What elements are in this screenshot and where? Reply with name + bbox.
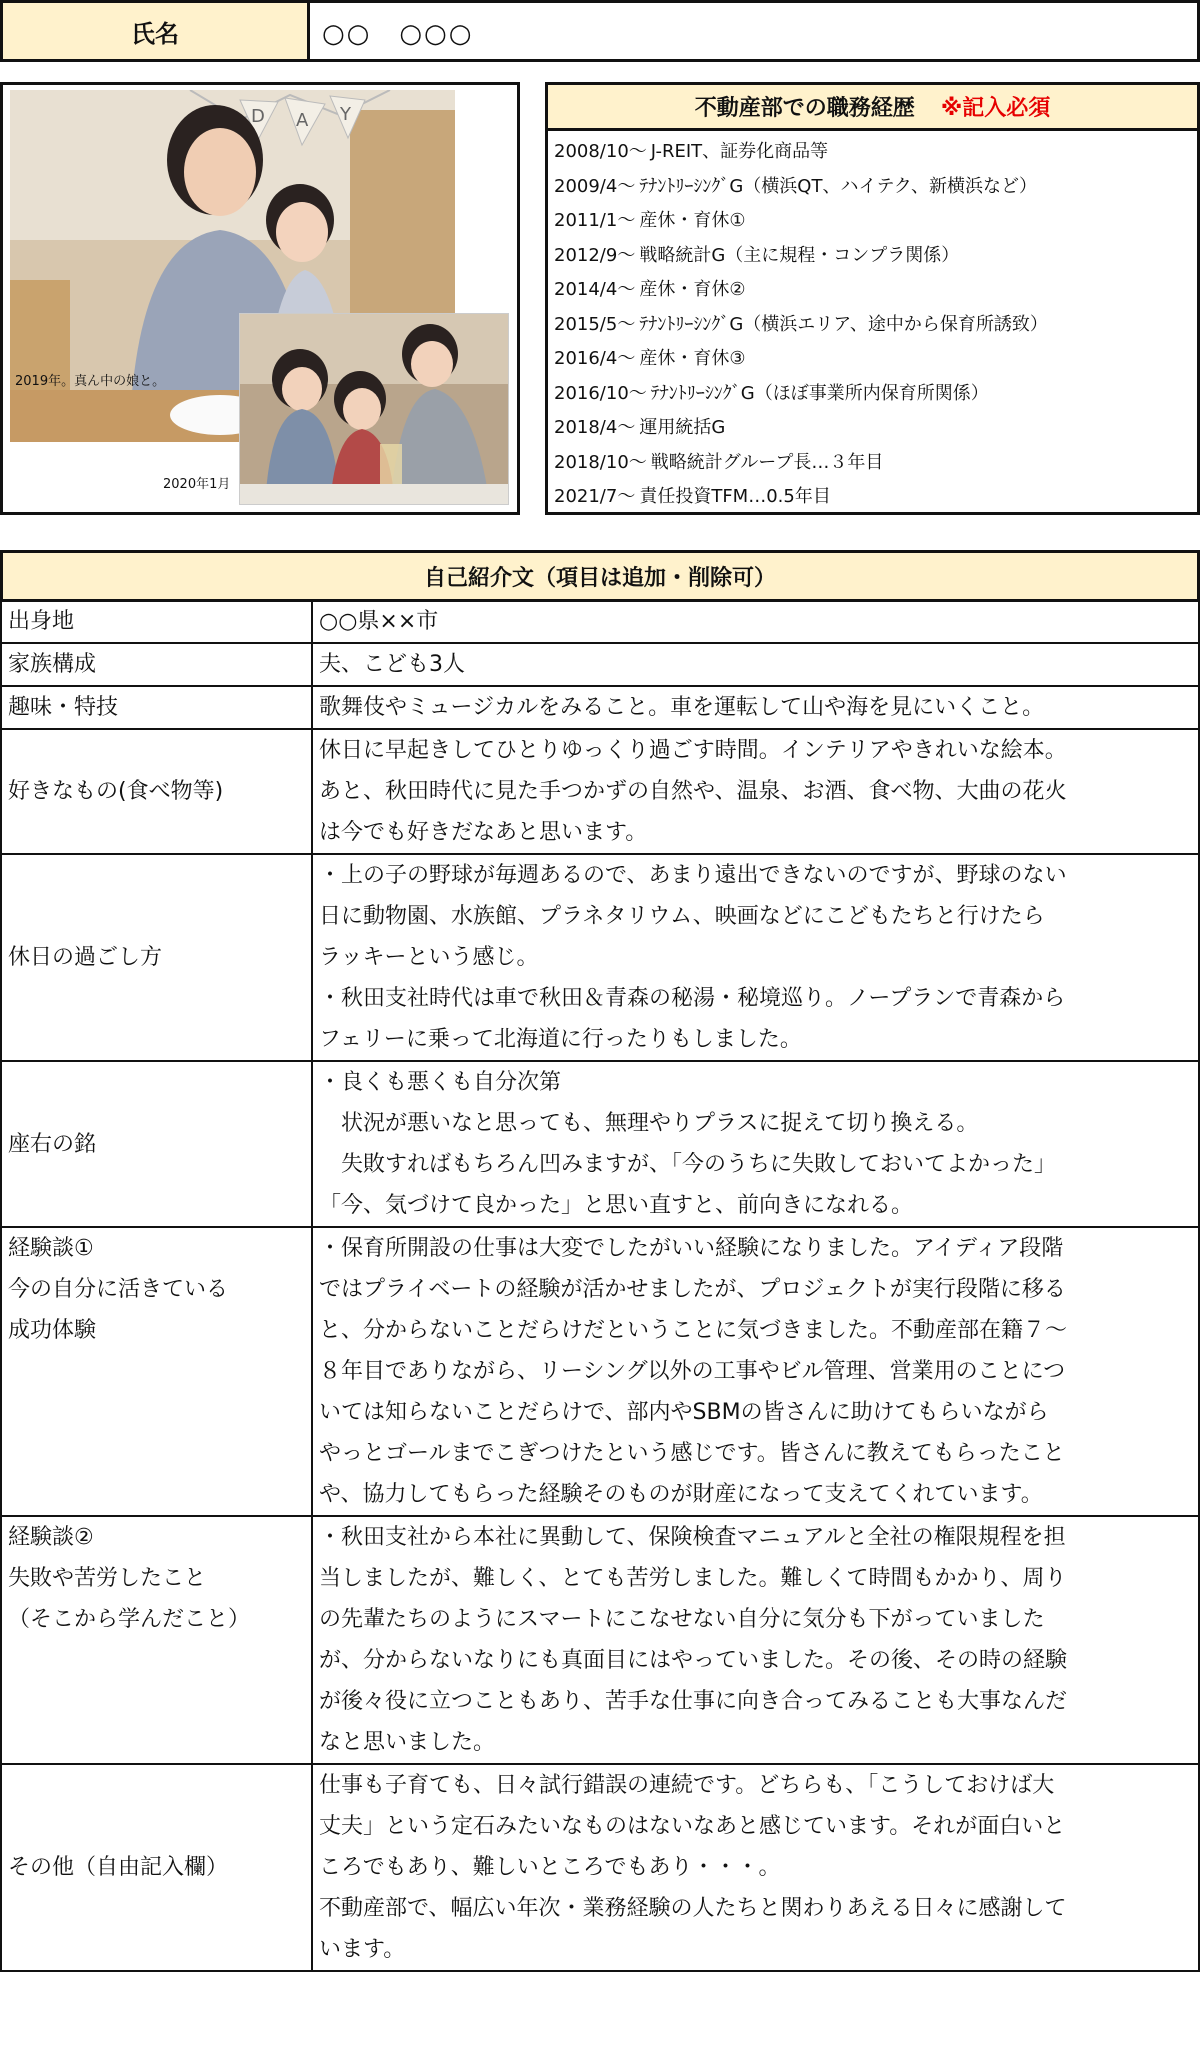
- career-item: [554, 375, 1194, 410]
- career-desc: ﾃﾅﾝﾄﾘｰｼﾝｸﾞG（ほぼ事業所内保育所関係）: [650, 382, 989, 404]
- intro-table: [0, 599, 1200, 1972]
- intro-row: [1, 600, 1199, 643]
- career-date: 2009/4～: [554, 175, 636, 197]
- intro-value-line: ではプライベートの経験が活かせましたが、プロジェクトが実行段階に移る: [319, 1277, 1066, 1302]
- career-item: [554, 444, 1194, 479]
- career-desc: J-REIT、証券化商品等: [650, 141, 829, 163]
- career-date: 2016/10～: [554, 382, 647, 404]
- career-list: [554, 133, 1194, 513]
- intro-row: [1, 1061, 1199, 1227]
- career-item: [554, 168, 1194, 203]
- intro-value-line: ・秋田支社時代は車で秋田＆青森の秘湯・秘境巡り。ノープランで青森から: [319, 986, 1066, 1011]
- intro-row: [1, 1764, 1199, 1971]
- intro-label-line: 失敗や苦労したこと: [8, 1566, 207, 1591]
- intro-label-line: 休日の過ごし方: [8, 945, 163, 970]
- intro-row: [1, 1227, 1199, 1516]
- intro-value-line: なと思いました。: [319, 1730, 496, 1755]
- career-desc: 戦略統計グループ長…３年目: [650, 451, 884, 473]
- career-heading: [548, 85, 1197, 131]
- intro-row-label: [1, 854, 312, 1061]
- intro-label-line: 今の自分に活きている: [8, 1277, 229, 1302]
- intro-value-line: や、協力してもらった経験そのものが財産になって支えてくれています。: [319, 1482, 1043, 1507]
- career-title: 不動産部での職務経歴: [694, 96, 915, 121]
- banner-letter-a: A: [296, 110, 309, 131]
- intro-value-line: あと、秋田時代に見た手つかずの自然や、温泉、お酒、食べ物、大曲の花火: [319, 779, 1067, 804]
- intro-value-line: が、分からないなりにも真面目にはやっていました。その後、その時の経験: [319, 1648, 1068, 1673]
- career-item: [554, 202, 1194, 237]
- intro-value-line: 丈夫」という定石みたいなものはないなあと感じています。それが面白いと: [319, 1814, 1066, 1839]
- career-desc: ﾃﾅﾝﾄﾘｰｼﾝｸﾞG（横浜QT、ハイテク、新横浜など）: [639, 175, 1037, 197]
- intro-value-line: 夫、こども3人: [319, 652, 465, 677]
- intro-label-line: 座右の銘: [8, 1131, 97, 1157]
- intro-row-label: [1, 1516, 312, 1764]
- intro-row-label: [1, 1227, 312, 1516]
- intro-row: [1, 1516, 1199, 1764]
- intro-row-label: [1, 686, 312, 729]
- intro-value-line: ・保育所開設の仕事は大変でしたがいい経験になりました。アイディア段階: [319, 1236, 1064, 1261]
- photo-caption-2019: 2019年。真ん中の娘と。: [15, 374, 166, 389]
- intro-label-line: 好きなもの(食べ物等): [8, 779, 224, 804]
- intro-value-line: が後々役に立つこともあり、苦手な仕事に向き合ってみることも大事なんだ: [319, 1689, 1068, 1714]
- name-label: 氏名: [0, 0, 310, 62]
- career-desc: 産休・育休①: [639, 210, 746, 232]
- career-item: [554, 409, 1194, 444]
- intro-row-label: [1, 643, 312, 686]
- intro-row-value: [312, 643, 1199, 686]
- intro-value-line: ○○県××市: [319, 609, 439, 634]
- career-item: [554, 271, 1194, 306]
- career-item: [554, 133, 1194, 168]
- intro-row-value: [312, 729, 1199, 854]
- intro-row-label: [1, 600, 312, 643]
- career-date: 2015/5～: [554, 313, 636, 335]
- career-item: [554, 237, 1194, 272]
- intro-value-line: 当しましたが、難しく、とても苦労しました。難しくて時間もかかり、周り: [319, 1566, 1067, 1591]
- photo-panel: [0, 82, 520, 515]
- intro-value-line: ラッキーという感じ。: [319, 945, 539, 970]
- intro-value-line: の先輩たちのようにスマートにこなせない自分に気分も下がっていました: [319, 1607, 1045, 1632]
- intro-value-line: ・秋田支社から本社に異動して、保険検査マニュアルと全社の権限規程を担: [319, 1525, 1066, 1550]
- career-date: 2014/4～: [554, 279, 636, 301]
- career-item: [554, 478, 1194, 513]
- intro-row-value: [312, 686, 1199, 729]
- intro-value-line: 状況が悪いなと思っても、無理やりプラスに捉えて切り換える。: [319, 1111, 979, 1136]
- banner-letter-d: D: [251, 106, 265, 127]
- intro-value-line: いては知らないことだらけで、部内やSBMの皆さんに助けてもらいながら: [319, 1400, 1049, 1425]
- career-desc: 産休・育休③: [639, 348, 746, 370]
- career-date: 2021/7～: [554, 486, 636, 508]
- children-photo-2020: [239, 313, 509, 505]
- intro-row: [1, 643, 1199, 686]
- intro-label-line: 家族構成: [8, 652, 97, 677]
- intro-value-line: と、分からないことだらけだということに気づきました。不動産部在籍７～: [319, 1318, 1068, 1343]
- intro-row-value: [312, 854, 1199, 1061]
- career-desc: 責任投資TFM…0.5年目: [639, 486, 831, 508]
- intro-row: [1, 854, 1199, 1061]
- intro-value-line: 歌舞伎やミュージカルをみること。車を運転して山や海を見にいくこと。: [319, 695, 1045, 720]
- intro-value-line: います。: [319, 1937, 406, 1962]
- career-desc: ﾃﾅﾝﾄﾘｰｼﾝｸﾞG（横浜エリア、途中から保育所誘致）: [639, 313, 1048, 335]
- intro-label-line: 経験談①: [8, 1236, 94, 1261]
- intro-label-line: 経験談②: [8, 1525, 94, 1550]
- required-note: ※記入必須: [940, 96, 1051, 121]
- intro-label-line: 出身地: [8, 609, 75, 634]
- intro-row: [1, 686, 1199, 729]
- intro-value-line: やっとゴールまでこぎつけたという感じです。皆さんに教えてもらったこと: [319, 1441, 1065, 1466]
- intro-value-line: 休日に早起きしてひとりゆっくり過ごす時間。インテリアやきれいな絵本。: [319, 738, 1067, 763]
- intro-row-label: [1, 729, 312, 854]
- intro-value-line: 不動産部で、幅広い年次・業務経験の人たちと関わりあえる日々に感謝して: [319, 1896, 1067, 1921]
- intro-value-line: 日に動物園、水族館、プラネタリウム、映画などにこどもたちと行けたら: [319, 904, 1045, 929]
- intro-label-line: 成功体験: [8, 1318, 97, 1343]
- career-date: 2008/10～: [554, 141, 647, 163]
- intro-row-value: [312, 1764, 1199, 1971]
- photo-caption-2020: 2020年1月: [163, 477, 231, 492]
- career-date: 2018/4～: [554, 417, 636, 439]
- intro-label-line: その他（自由記入欄）: [8, 1855, 229, 1880]
- intro-row-value: [312, 1516, 1199, 1764]
- intro-value-line: ・上の子の野球が毎週あるので、あまり遠出できないのですが、野球のない: [319, 863, 1067, 888]
- intro-value-line: は今でも好きだなあと思います。: [319, 820, 648, 845]
- intro-value-line: ・良くも悪くも自分次第: [319, 1070, 562, 1095]
- name-value: ○○ ○○○: [307, 0, 1200, 62]
- banner-letter-y: Y: [340, 104, 351, 125]
- intro-row-value: [312, 600, 1199, 643]
- career-item: [554, 340, 1194, 375]
- career-date: 2012/9～: [554, 244, 636, 266]
- career-desc: 運用統括G: [639, 417, 726, 439]
- career-date: 2016/4～: [554, 348, 636, 370]
- career-desc: 戦略統計G（主に規程・コンプラ関係）: [639, 244, 960, 266]
- intro-label-line: 趣味・特技: [8, 695, 119, 720]
- career-date: 2018/10～: [554, 451, 647, 473]
- career-date: 2011/1～: [554, 210, 636, 232]
- intro-heading: 自己紹介文（項目は追加・削除可）: [0, 550, 1200, 602]
- intro-label-line: （そこから学んだこと）: [8, 1607, 251, 1632]
- intro-row-value: [312, 1227, 1199, 1516]
- intro-row-value: [312, 1061, 1199, 1227]
- career-item: [554, 306, 1194, 341]
- intro-value-line: ８年目でありながら、リーシング以外の工事やビル管理、営業用のことにつ: [319, 1359, 1066, 1384]
- intro-value-line: ころでもあり、難しいところでもあり・・・。: [319, 1855, 781, 1880]
- intro-row-label: [1, 1764, 312, 1971]
- intro-value-line: フェリーに乗って北海道に行ったりもしました。: [319, 1027, 802, 1052]
- intro-value-line: 「今、気づけて良かった」と思い直すと、前向きになれる。: [319, 1193, 914, 1218]
- intro-value-line: 失敗すればもちろん凹みますが、「今のうちに失敗しておいてよかった」: [319, 1152, 1057, 1177]
- intro-value-line: 仕事も子育ても、日々試行錯誤の連続です。どちらも、「こうしておけば大: [319, 1773, 1055, 1798]
- intro-row: [1, 729, 1199, 854]
- career-panel: [545, 82, 1200, 515]
- career-desc: 産休・育休②: [639, 279, 746, 301]
- intro-row-label: [1, 1061, 312, 1227]
